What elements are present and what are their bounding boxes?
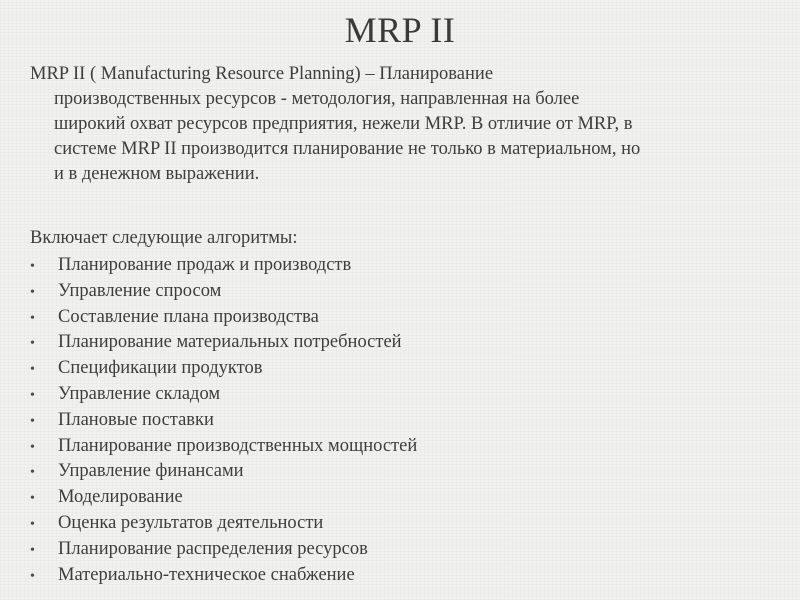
bullet-icon: • (30, 439, 35, 455)
list-item-text: Управление финансами (58, 461, 244, 482)
bullet-icon: • (30, 542, 35, 558)
list-item (30, 563, 417, 589)
list-item-text: Планирование распределения ресурсов (58, 538, 368, 559)
intro-paragraph (30, 62, 780, 187)
list-item (30, 382, 417, 408)
bullet-icon: • (30, 259, 35, 274)
list-item-text: Управление складом (58, 383, 221, 404)
list-item (30, 305, 417, 331)
algorithms-heading: Включает следующие алгоритмы: (30, 228, 298, 248)
bullet-icon: • (30, 387, 35, 403)
list-item (30, 408, 417, 434)
list-item-text: Материально-техническое снабжение (58, 564, 355, 585)
list-item-text: Оценка результатов деятельности (58, 512, 324, 533)
bullet-icon: • (30, 465, 35, 481)
intro-line: и в денежном выражении. (54, 164, 260, 184)
list-item-text: Планирование материальных потребностей (58, 332, 402, 353)
algorithms-list (30, 253, 417, 588)
list-item (30, 279, 417, 305)
list-item (30, 330, 417, 356)
list-item (30, 434, 417, 460)
intro-line: производственных ресурсов - методология, направленная на более (54, 89, 580, 109)
intro-line: MRP II ( Manufacturing Resource Planning) – Планирование (30, 64, 494, 84)
intro-line: широкий охват ресурсов предприятия, нежели MRP. В отличие от MRP, в (54, 114, 633, 134)
bullet-icon: • (30, 568, 35, 584)
list-item (30, 485, 417, 511)
intro-line: системе MRP II производится планирование не только в материальном, но (54, 139, 641, 159)
list-item (30, 537, 417, 563)
list-item (30, 356, 417, 382)
list-item-text: Планирование продаж и производств (58, 255, 352, 275)
list-item (30, 253, 417, 279)
list-item-text: Плановые поставки (58, 409, 214, 430)
list-item-text: Моделирование (58, 487, 183, 508)
list-item-text: Планирование производственных мощностей (58, 435, 418, 456)
bullet-icon: • (30, 491, 35, 507)
list-item (30, 511, 417, 537)
list-item-text: Составление плана производства (58, 306, 319, 327)
list-item-text: Управление спросом (58, 280, 222, 301)
bullet-icon: • (30, 284, 35, 300)
slide-title: MRP II (344, 10, 456, 50)
bullet-icon: • (30, 310, 35, 326)
bullet-icon: • (30, 362, 35, 378)
list-item (30, 459, 417, 485)
bullet-icon: • (30, 336, 35, 352)
bullet-icon: • (30, 516, 35, 532)
list-item-text: Спецификации продуктов (58, 358, 263, 379)
bullet-icon: • (30, 413, 35, 429)
